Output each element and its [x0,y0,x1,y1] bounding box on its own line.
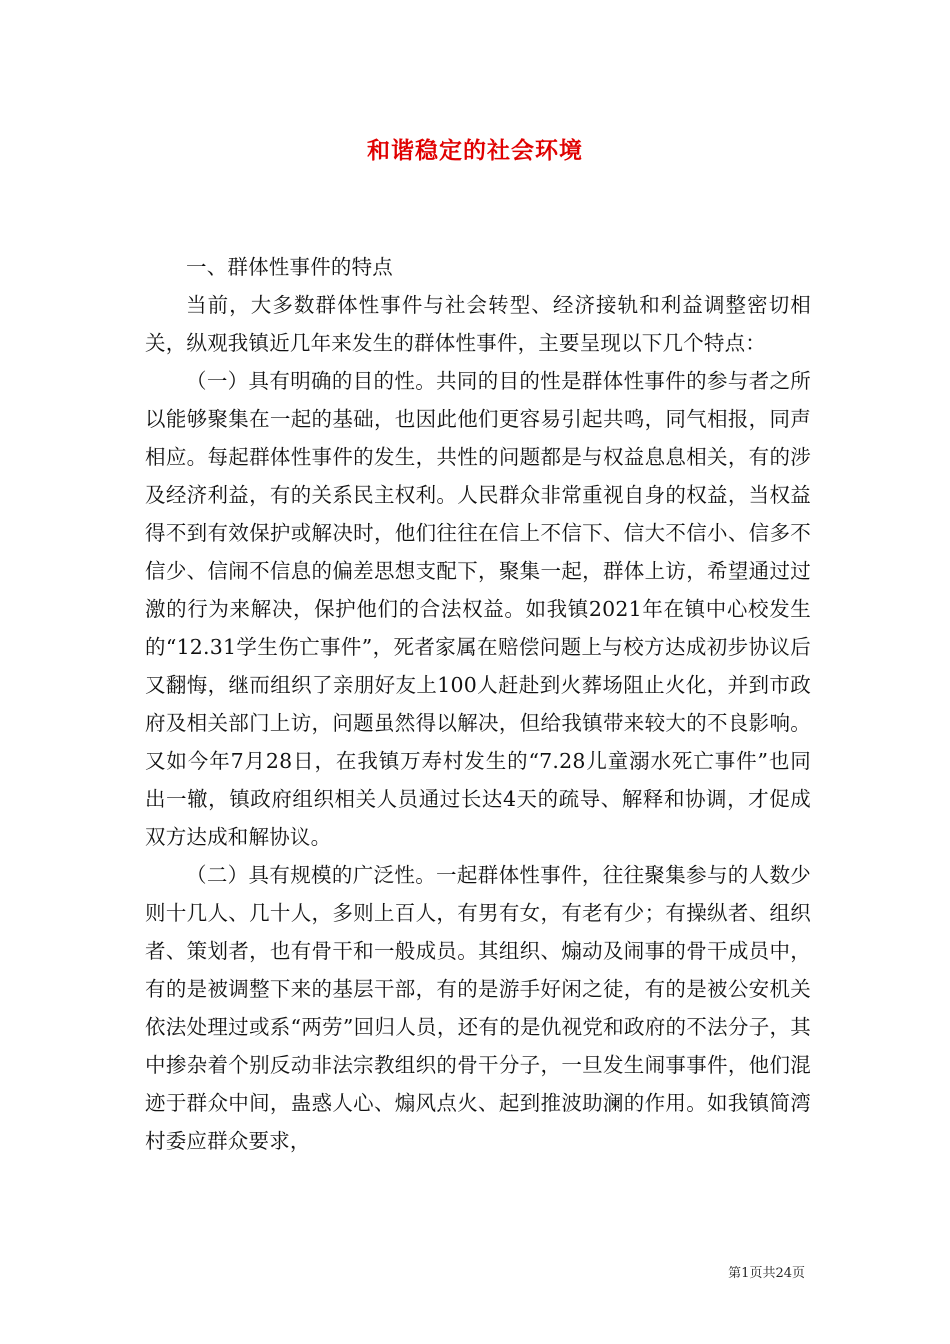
page-number-footer: 第1页共24页 [728,1266,805,1281]
paragraph-intro: 当前，大多数群体性事件与社会转型、经济接轨和利益调整密切相关，纵观我镇近几年来发生的群体性事件，主要呈现以下几个特点： [145,293,811,355]
paragraph-scale: （二）具有规模的广泛性。一起群体性事件，往往聚集参与的人数少则十几人、几十人，多则上百人，有男有女，有老有少；有操纵者、组织者、策划者，也有骨干和一般成员。其组织、煽动及闹事的骨干成员中，有的是被调整下来的基层干部，有的是游手好闲之徒，有的是被公安机关依法处理过或系“两劳”回归人员，还有的是仇视党和政府的不法分子，其中掺杂着个别反动非法宗教组织的骨干分子，一旦发生闹事事件，他们混迹于群众中间，蛊惑人心、煽风点火、起到推波助澜的作用。如我镇简湾村委应群众要求， [145,863,811,1153]
document-body [145,248,811,1160]
document-title: 和谐稳定的社会环境 [367,138,583,164]
paragraph-purpose: （一）具有明确的目的性。共同的目的性是群体性事件的参与者之所以能够聚集在一起的基础，也因此他们更容易引起共鸣，同气相报，同声相应。每起群体性事件的发生，共性的问题都是与权益息息相关，有的涉及经济利益，有的关系民主权利。人民群众非常重视自身的权益，当权益得不到有效保护或解决时，他们往往在信上不信下、信大不信小、信多不信少、信闹不信息的偏差思想支配下，聚集一起，群体上访，希望通过过激的行为来解决，保护他们的合法权益。如我镇2021年在镇中心校发生的“12.31学生伤亡事件”，死者家属在赔偿问题上与校方达成初步协议后又翻悔，继而组织了亲朋好友上100人赶赴到火葬场阻止火化，并到市政府及相关部门上访，问题虽然得以解决，但给我镇带来较大的不良影响。又如今年7月28日，在我镇万寿村发生的“7.28儿童溺水死亡事件”也同出一辙，镇政府组织相关人员通过长达4天的疏导、解释和协调，才促成双方达成和解协议。 [145,369,811,849]
section-heading: 一、群体性事件的特点 [186,255,393,279]
